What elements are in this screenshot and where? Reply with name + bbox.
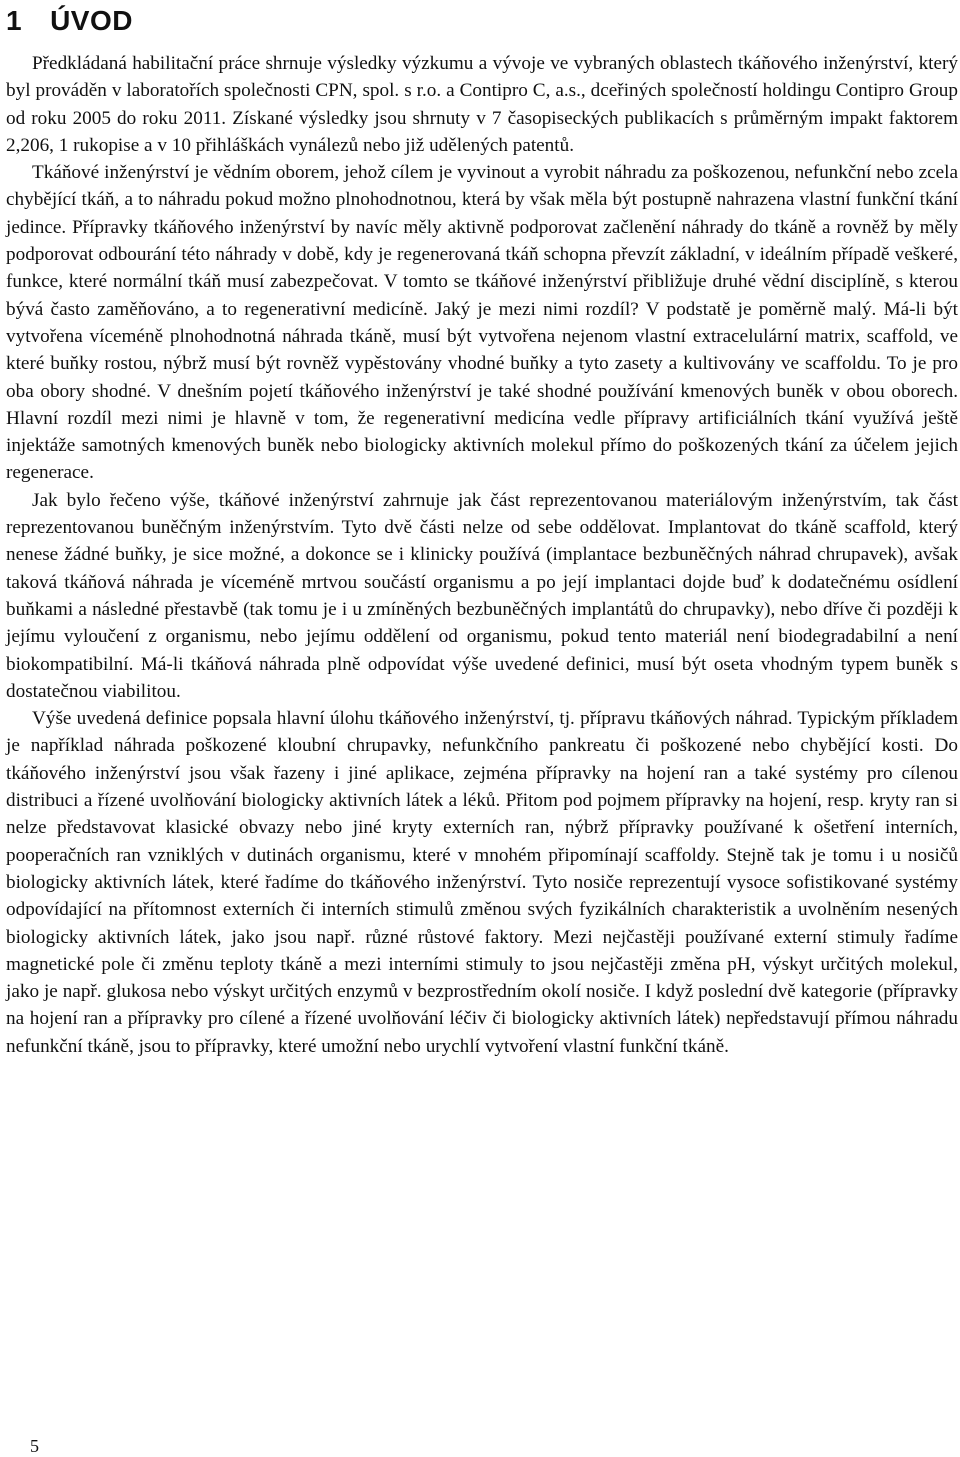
chapter-title: ÚVOD <box>50 5 133 36</box>
chapter-heading <box>6 0 958 44</box>
paragraph-materials-cells: Jak bylo řečeno výše, tkáňové inženýrství zahrnuje jak část reprezentovanou materiálovým inženýrstvím, tak část reprezentovanou buněčným inženýrstvím. Tyto dvě části nelze od sebe oddělovat. Implantovat do tkáně scaffold, který nenese žádné buňky, je sice možné, a dokonce se i klinicky používá (implantace bezbuněčných náhrad chrupavek), avšak taková tkáňová náhrada je víceméně mrtvou součástí organismu a po její implantaci dojde buď k dodatečnému osídlení buňkami a následné přestavbě (tak tomu je i u zmíněných bezbuněčných implantátů do chrupavky), nebo dříve či později k jejímu vyloučení z organismu, nebo jejímu oddělení od organismu, pokud tento materiál není biodegradabilní a není biokompatibilní. Má-li tkáňová náhrada plně odpovídat výše uvedené definici, musí být oseta vhodným typem buněk s dostatečnou viabilitou. <box>6 489 958 702</box>
document-page <box>6 0 958 1060</box>
body-text <box>6 50 958 1060</box>
paragraph-definition: Tkáňové inženýrství je vědním oborem, jehož cílem je vyvinout a vyrobit náhradu za poškozenou, nefunkční nebo zcela chybějící tkáň, a to náhradu pokud možno plnohodnotnou, která by však měla být postupně nahrazena vlastní funkční tkání jedince. Přípravky tkáňového inženýrství by navíc měly aktivně podporovat začlenění náhrady do tkáně a rovněž by měly podporovat odbourání této náhrady v době, kdy je regenerovaná tkáň schopna převzít základní, v ideálním případě veškeré, funkce, které normální tkáň musí zabezpečovat. V tomto se tkáňové inženýrství přibližuje druhé vědní disciplíně, s kterou bývá často zaměňováno, a to regenerativní medicíně. Jaký je mezi nimi rozdíl? V podstatě je poměrně malý. Má-li být vytvořena víceméně plnohodnotná náhrada tkáně, musí být vytvořena nejenom vlastní extracelulární matrix, scaffold, ve které buňky rostou, nýbrž musí být rovněž vypěstovány vhodné buňky a tyto zasety a kultivovány ve scaffoldu. To je pro oba obory shodné. V dnešním pojetí tkáňového inženýrství je také shodné používání kmenových buněk v obou oborech. Hlavní rozdíl mezi nimi je hlavně v tom, že regenerativní medicína vedle přípravy artificiálních tkání využívá ještě injektáže samotných kmenových buněk nebo biologicky aktivních molekul přímo do poškozených tkání za účelem jejich regenerace. <box>6 162 958 484</box>
paragraph-intro: Předkládaná habilitační práce shrnuje výsledky výzkumu a vývoje ve vybraných oblastech tkáňového inženýrství, který byl prováděn v laboratořích společnosti CPN, spol. s r.o. a Contipro C, a.s., dceřiných společností holdingu Contipro Group od roku 2005 do roku 2011. Získané výsledky jsou shrnuty v 7 časopiseckých publikacích s průměrným impakt faktorem 2,206, 1 rukopise a v 10 přihláškách vynálezů nebo již udělených patentů. <box>6 53 958 156</box>
page-number: 5 <box>30 1436 39 1456</box>
paragraph-applications: Výše uvedená definice popsala hlavní úlohu tkáňového inženýrství, tj. přípravu tkáňových náhrad. Typickým příkladem je například náhrada poškozené kloubní chrupavky, nefunkčního pankreatu či poškozené nebo chybějící kosti. Do tkáňového inženýrství jsou však řazeny i jiné aplikace, zejména přípravky na hojení ran a také systémy pro cílenou distribuci a řízené uvolňování biologicky aktivních látek a léků. Přitom pod pojmem přípravky na hojení, resp. kryty ran si nelze představovat klasické obvazy nebo jiné kryty externích ran, nýbrž přípravky používané k ošetření interních, pooperačních ran vzniklých v dutinách organismu, které v mnohém připomínají scaffoldy. Stejně tak je tomu i u nosičů biologicky aktivních látek, které řadíme do tkáňového inženýrství. Tyto nosiče reprezentují vysoce sofistikované systémy odpovídající na přítomnost externích či interních stimulů změnou svých fyzikálních charakteristik a uvolněním nesených biologicky aktivních látek, jako jsou např. různé růstové faktory. Mezi nejčastěji používané externí stimuly řadíme magnetické pole či změnu teploty tkáně a mezi interními stimuly to jsou nejčastěji změna pH, výskyt určitých molekul, jako je např. glukosa nebo výskyt určitých enzymů v bezprostředním okolí nosiče. I když poslední dvě kategorie (přípravky na hojení ran a přípravky pro cílené a řízené uvolňování léčiv či biologicky aktivních látek) nepředstavují přímou náhradu nefunkční tkáně, jsou to přípravky, které umožní nebo urychlí vytvoření vlastní funkční tkáně. <box>6 708 958 1057</box>
chapter-number: 1 <box>6 5 23 36</box>
